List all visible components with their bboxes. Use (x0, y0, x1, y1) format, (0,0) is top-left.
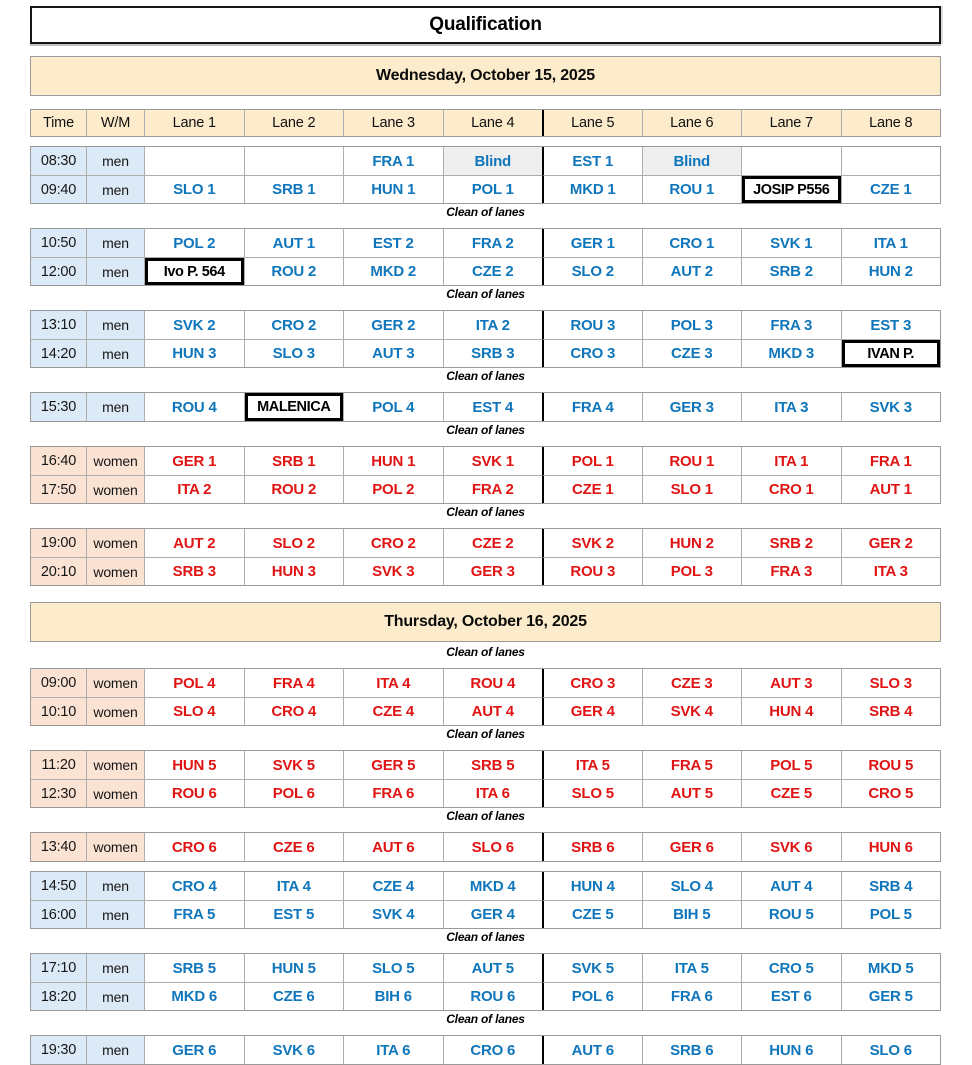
qualification-schedule-page (0, 6, 972, 1059)
lane-cell: POL 4 (343, 393, 443, 421)
lane-cell: FRA 2 (443, 229, 543, 257)
lane-cell: ITA 5 (542, 751, 642, 779)
lane-cell: ITA 5 (642, 954, 742, 982)
lane-cell (144, 147, 244, 175)
session-block (30, 871, 941, 929)
page-title-box (30, 6, 941, 44)
lane-cell: GER 5 (343, 751, 443, 779)
lane-cell: GER 6 (642, 833, 742, 861)
time-cell: 08:30 (31, 147, 86, 175)
lane-cell: CZE 1 (542, 475, 642, 503)
session-block (30, 668, 941, 726)
lane-cell: HUN 4 (542, 872, 642, 900)
lane-cell: CZE 5 (741, 779, 841, 807)
clean-of-lanes-row (30, 929, 941, 944)
lane-cell: CRO 5 (741, 954, 841, 982)
lane-cell: ROU 3 (542, 557, 642, 585)
session-block (30, 310, 941, 368)
lane-cell: HUN 6 (841, 833, 941, 861)
session-block (30, 1035, 941, 1065)
lane-cell: SVK 6 (244, 1036, 344, 1064)
clean-of-lanes-row (30, 504, 941, 519)
lane-cell: CZE 2 (443, 529, 543, 557)
schedule-content (30, 6, 941, 1065)
lane-cell: POL 6 (542, 982, 642, 1010)
lane-cell: AUT 5 (642, 779, 742, 807)
lane-cell: ITA 1 (841, 229, 941, 257)
lane-cell: POL 5 (841, 900, 941, 928)
schedule (30, 56, 941, 1065)
clean-of-lanes-row (30, 422, 941, 437)
clean-of-lanes-label: Clean of lanes (446, 644, 525, 659)
wm-cell: women (86, 779, 144, 807)
lane-cell: FRA 4 (244, 669, 344, 697)
time-cell: 12:00 (31, 257, 86, 285)
lane-cell: MKD 3 (741, 339, 841, 367)
time-cell: 14:20 (31, 339, 86, 367)
time-cell: 19:00 (31, 529, 86, 557)
clean-of-lanes-row (30, 204, 941, 219)
lane-cell: GER 1 (542, 229, 642, 257)
lane-cell: AUT 1 (841, 475, 941, 503)
lane-cell: CRO 3 (542, 339, 642, 367)
lane-cell: SVK 5 (542, 954, 642, 982)
lane-cell: SRB 5 (443, 751, 543, 779)
lane-cell: HUN 1 (343, 175, 443, 203)
column-header-lane7: Lane 7 (741, 110, 841, 136)
page-title: Qualification (429, 14, 542, 35)
lane-cell: GER 2 (343, 311, 443, 339)
lane-cell: AUT 2 (144, 529, 244, 557)
lane-cell: FRA 1 (841, 447, 941, 475)
time-cell: 13:10 (31, 311, 86, 339)
wm-cell: women (86, 669, 144, 697)
lane-cell: HUN 4 (741, 697, 841, 725)
lane-cell: SRB 5 (144, 954, 244, 982)
lane-cell: POL 1 (542, 447, 642, 475)
time-cell: 14:50 (31, 872, 86, 900)
lane-cell: ITA 1 (741, 447, 841, 475)
lane-cell: GER 5 (841, 982, 941, 1010)
lane-cell: CRO 6 (443, 1036, 543, 1064)
lane-cell: ROU 1 (642, 447, 742, 475)
lane-cell: GER 6 (144, 1036, 244, 1064)
lane-cell: SLO 1 (144, 175, 244, 203)
lane-cell: CRO 4 (144, 872, 244, 900)
time-cell: 10:10 (31, 697, 86, 725)
lane-cell: SLO 2 (542, 257, 642, 285)
clean-of-lanes-row (30, 726, 941, 741)
lane-cell: ROU 3 (542, 311, 642, 339)
lane-cell: EST 6 (741, 982, 841, 1010)
lane-cell: GER 2 (841, 529, 941, 557)
lane-cell: AUT 3 (343, 339, 443, 367)
clean-of-lanes-label: Clean of lanes (446, 422, 525, 437)
wm-cell: men (86, 311, 144, 339)
lane-cell: ITA 4 (343, 669, 443, 697)
lane-cell: CZE 3 (642, 669, 742, 697)
lane-cell: SVK 3 (841, 393, 941, 421)
lane-cell (841, 147, 941, 175)
lane-cell: CZE 6 (244, 982, 344, 1010)
wm-cell: women (86, 529, 144, 557)
clean-of-lanes-label: Clean of lanes (446, 726, 525, 741)
lane-cell: EST 4 (443, 393, 543, 421)
clean-of-lanes-label: Clean of lanes (446, 504, 525, 519)
lane-cell: ROU 6 (443, 982, 543, 1010)
session-block (30, 146, 941, 204)
wm-cell: men (86, 339, 144, 367)
lane-cell: SLO 4 (642, 872, 742, 900)
session-block (30, 392, 941, 422)
column-header-lane3: Lane 3 (343, 110, 443, 136)
wm-cell: men (86, 229, 144, 257)
lane-cell: POL 5 (741, 751, 841, 779)
boxed-player-cell: IVAN P. (841, 339, 941, 367)
lane-cell: SRB 2 (741, 529, 841, 557)
clean-of-lanes-label: Clean of lanes (446, 204, 525, 219)
lane-cell: FRA 6 (642, 982, 742, 1010)
wm-cell: women (86, 751, 144, 779)
column-header-wm: W/M (86, 110, 144, 136)
wm-cell: women (86, 447, 144, 475)
lane-cell: FRA 4 (542, 393, 642, 421)
wm-cell: women (86, 475, 144, 503)
lane-cell: CZE 6 (244, 833, 344, 861)
time-cell: 19:30 (31, 1036, 86, 1064)
lane-cell: SRB 4 (841, 697, 941, 725)
lane-cell: SVK 5 (244, 751, 344, 779)
lane-cell: ITA 2 (144, 475, 244, 503)
clean-of-lanes-row (30, 286, 941, 301)
lane-cell: AUT 1 (244, 229, 344, 257)
lane-cell: Blind (443, 147, 543, 175)
wm-cell: men (86, 1036, 144, 1064)
lane-cell: AUT 4 (443, 697, 543, 725)
lane-cell: SLO 5 (343, 954, 443, 982)
lane-cell: GER 3 (642, 393, 742, 421)
lane-cell: SVK 3 (343, 557, 443, 585)
lane-cell: SVK 6 (741, 833, 841, 861)
lane-cell: ITA 6 (443, 779, 543, 807)
lane-cell: SLO 6 (841, 1036, 941, 1064)
time-cell: 17:10 (31, 954, 86, 982)
lane-cell: CRO 2 (244, 311, 344, 339)
lane-cell: AUT 5 (443, 954, 543, 982)
time-cell: 18:20 (31, 982, 86, 1010)
lane-cell: FRA 2 (443, 475, 543, 503)
clean-of-lanes-label: Clean of lanes (446, 929, 525, 944)
wm-cell: men (86, 175, 144, 203)
boxed-player-cell: Ivo P. 564 (144, 257, 244, 285)
column-header-row (30, 109, 941, 137)
lane-cell: SLO 5 (542, 779, 642, 807)
lane-cell: AUT 3 (741, 669, 841, 697)
lane-cell: MKD 5 (841, 954, 941, 982)
lane-cell: SLO 3 (244, 339, 344, 367)
clean-of-lanes-label: Clean of lanes (446, 808, 525, 823)
lane-cell: FRA 5 (642, 751, 742, 779)
lane-cell: SRB 1 (244, 447, 344, 475)
session-block (30, 528, 941, 586)
lane-cell: SLO 2 (244, 529, 344, 557)
lane-cell: CZE 4 (343, 697, 443, 725)
time-cell: 17:50 (31, 475, 86, 503)
lane-cell: POL 1 (443, 175, 543, 203)
lane-cell: SVK 1 (443, 447, 543, 475)
lane-cell: ROU 4 (443, 669, 543, 697)
lane-cell: MKD 4 (443, 872, 543, 900)
lane-cell: ITA 3 (841, 557, 941, 585)
lane-cell: SRB 2 (741, 257, 841, 285)
lane-cell: Blind (642, 147, 742, 175)
lane-cell: SRB 4 (841, 872, 941, 900)
wm-cell: women (86, 697, 144, 725)
lane-cell: CRO 2 (343, 529, 443, 557)
lane-cell: ROU 5 (741, 900, 841, 928)
lane-cell: SRB 3 (144, 557, 244, 585)
lane-cell: CRO 6 (144, 833, 244, 861)
column-header-lane6: Lane 6 (642, 110, 742, 136)
lane-cell: EST 3 (841, 311, 941, 339)
lane-cell: FRA 3 (741, 557, 841, 585)
lane-cell: ROU 2 (244, 475, 344, 503)
time-cell: 20:10 (31, 557, 86, 585)
day-banner: Wednesday, October 15, 2025 (30, 56, 941, 96)
session-block (30, 953, 941, 1011)
clean-of-lanes-label: Clean of lanes (446, 286, 525, 301)
lane-cell: ITA 2 (443, 311, 543, 339)
time-cell: 13:40 (31, 833, 86, 861)
lane-cell: HUN 2 (642, 529, 742, 557)
time-cell: 10:50 (31, 229, 86, 257)
time-cell: 16:40 (31, 447, 86, 475)
lane-cell: SVK 4 (642, 697, 742, 725)
wm-cell: men (86, 982, 144, 1010)
lane-cell: BIH 5 (642, 900, 742, 928)
lane-cell: SVK 2 (542, 529, 642, 557)
clean-of-lanes-row (30, 808, 941, 823)
lane-cell: FRA 6 (343, 779, 443, 807)
column-header-lane2: Lane 2 (244, 110, 344, 136)
lane-cell: SRB 3 (443, 339, 543, 367)
lane-cell: ROU 5 (841, 751, 941, 779)
clean-of-lanes-row (30, 1011, 941, 1026)
wm-cell: men (86, 257, 144, 285)
lane-cell: MKD 1 (542, 175, 642, 203)
lane-cell: SRB 1 (244, 175, 344, 203)
lane-cell: CZE 2 (443, 257, 543, 285)
wm-cell: men (86, 147, 144, 175)
wm-cell: women (86, 557, 144, 585)
time-cell: 12:30 (31, 779, 86, 807)
lane-cell: EST 1 (542, 147, 642, 175)
lane-cell: CRO 4 (244, 697, 344, 725)
lane-cell: ITA 3 (741, 393, 841, 421)
session-block (30, 832, 941, 862)
lane-cell: SVK 1 (741, 229, 841, 257)
lane-cell: POL 4 (144, 669, 244, 697)
lane-cell: AUT 6 (542, 1036, 642, 1064)
lane-cell: FRA 3 (741, 311, 841, 339)
lane-cell: HUN 5 (244, 954, 344, 982)
lane-cell: POL 6 (244, 779, 344, 807)
lane-cell: ROU 4 (144, 393, 244, 421)
lane-cell: ROU 2 (244, 257, 344, 285)
lane-cell: POL 2 (343, 475, 443, 503)
lane-cell: POL 3 (642, 311, 742, 339)
lane-cell: AUT 2 (642, 257, 742, 285)
lane-cell: ROU 1 (642, 175, 742, 203)
lane-cell: FRA 5 (144, 900, 244, 928)
lane-cell: HUN 3 (144, 339, 244, 367)
lane-cell: BIH 6 (343, 982, 443, 1010)
time-cell: 11:20 (31, 751, 86, 779)
wm-cell: men (86, 393, 144, 421)
lane-cell: EST 2 (343, 229, 443, 257)
lane-cell: SRB 6 (642, 1036, 742, 1064)
clean-of-lanes-label: Clean of lanes (446, 368, 525, 383)
lane-cell: SVK 4 (343, 900, 443, 928)
clean-of-lanes-row (30, 644, 941, 659)
column-header-lane8: Lane 8 (841, 110, 941, 136)
column-header-time: Time (31, 110, 86, 136)
wm-cell: men (86, 900, 144, 928)
lane-cell: SLO 6 (443, 833, 543, 861)
boxed-player-cell: JOSIP P556 (741, 175, 841, 203)
column-header-lane1: Lane 1 (144, 110, 244, 136)
lane-cell: MKD 6 (144, 982, 244, 1010)
lane-cell: GER 1 (144, 447, 244, 475)
lane-cell: CRO 1 (642, 229, 742, 257)
lane-cell: ROU 6 (144, 779, 244, 807)
lane-cell: AUT 4 (741, 872, 841, 900)
wm-cell: women (86, 833, 144, 861)
lane-cell: POL 2 (144, 229, 244, 257)
column-header-lane5: Lane 5 (542, 110, 642, 136)
lane-cell: SLO 4 (144, 697, 244, 725)
lane-cell: ITA 6 (343, 1036, 443, 1064)
lane-cell: AUT 6 (343, 833, 443, 861)
session-block (30, 750, 941, 808)
lane-cell: HUN 3 (244, 557, 344, 585)
lane-cell: SLO 1 (642, 475, 742, 503)
lane-cell: SRB 6 (542, 833, 642, 861)
lane-cell: CRO 5 (841, 779, 941, 807)
clean-of-lanes-label: Clean of lanes (446, 1011, 525, 1026)
lane-cell: GER 3 (443, 557, 543, 585)
session-block (30, 228, 941, 286)
lane-cell: CZE 1 (841, 175, 941, 203)
time-cell: 09:40 (31, 175, 86, 203)
lane-cell: CZE 4 (343, 872, 443, 900)
wm-cell: men (86, 872, 144, 900)
lane-cell: HUN 5 (144, 751, 244, 779)
lane-cell: GER 4 (542, 697, 642, 725)
time-cell: 16:00 (31, 900, 86, 928)
lane-cell: MKD 2 (343, 257, 443, 285)
time-cell: 15:30 (31, 393, 86, 421)
lane-cell: HUN 1 (343, 447, 443, 475)
lane-cell: EST 5 (244, 900, 344, 928)
time-cell: 09:00 (31, 669, 86, 697)
lane-cell: FRA 1 (343, 147, 443, 175)
lane-cell: HUN 6 (741, 1036, 841, 1064)
session-block (30, 446, 941, 504)
day-banner: Thursday, October 16, 2025 (30, 602, 941, 642)
column-header-lane4: Lane 4 (443, 110, 543, 136)
lane-cell (244, 147, 344, 175)
lane-cell (741, 147, 841, 175)
lane-cell: CZE 3 (642, 339, 742, 367)
lane-cell: SVK 2 (144, 311, 244, 339)
lane-cell: ITA 4 (244, 872, 344, 900)
lane-cell: CRO 3 (542, 669, 642, 697)
lane-cell: SLO 3 (841, 669, 941, 697)
lane-cell: CZE 5 (542, 900, 642, 928)
lane-cell: CRO 1 (741, 475, 841, 503)
lane-cell: GER 4 (443, 900, 543, 928)
boxed-player-cell: MALENICA (244, 393, 344, 421)
clean-of-lanes-row (30, 368, 941, 383)
lane-cell: POL 3 (642, 557, 742, 585)
wm-cell: men (86, 954, 144, 982)
lane-cell: HUN 2 (841, 257, 941, 285)
